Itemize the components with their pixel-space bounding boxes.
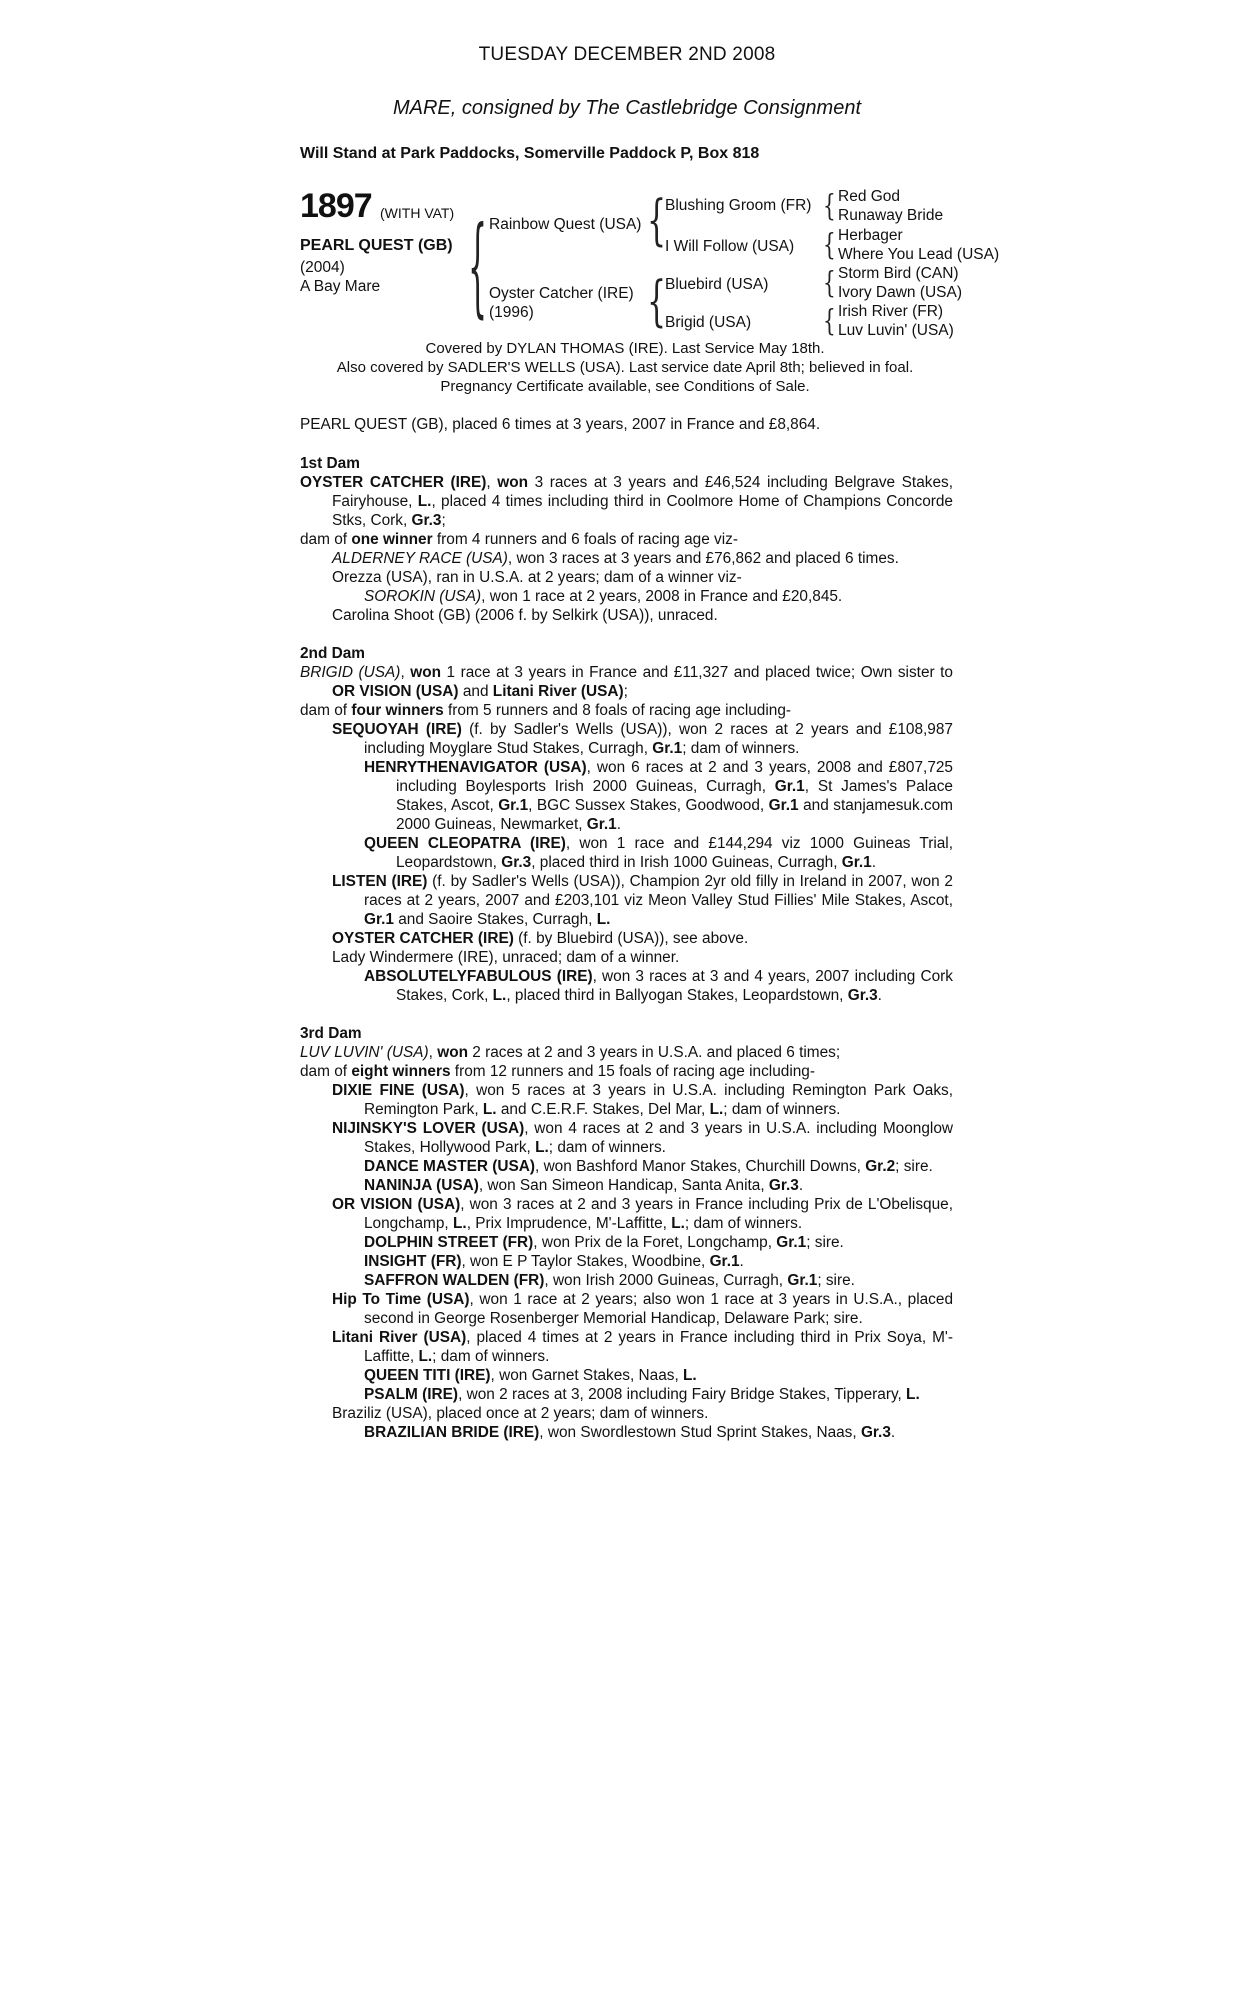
grade-label: Gr.3 bbox=[768, 1177, 799, 1194]
first-dam-produce-summary bbox=[300, 530, 953, 549]
text: . bbox=[616, 816, 622, 833]
pedigree-dam: Oyster Catcher (IRE) bbox=[489, 285, 634, 302]
grade-label: Gr.3 bbox=[411, 512, 442, 529]
text: . bbox=[871, 854, 876, 871]
won-label: won bbox=[437, 1044, 468, 1061]
listed-label: L. bbox=[671, 1215, 685, 1232]
pedigree-dds: Irish River (FR) bbox=[838, 303, 944, 320]
produce-entry bbox=[300, 967, 953, 1005]
listed-label: L. bbox=[453, 1215, 467, 1232]
grade-label: Gr.1 bbox=[768, 797, 799, 814]
first-dam-name: OYSTER CATCHER (IRE) bbox=[300, 474, 487, 491]
text: , won Garnet Stakes, Naas, bbox=[490, 1367, 684, 1384]
text: , St James's Palace Stakes, Ascot, bbox=[396, 778, 953, 814]
pregnancy-certificate-line: Pregnancy Certificate available, see Conditions of Sale. bbox=[440, 378, 810, 395]
text: ; dam of winners. bbox=[682, 740, 800, 757]
listed-label: L. bbox=[492, 987, 507, 1004]
text: dam of bbox=[300, 702, 352, 719]
catalogue-body bbox=[300, 454, 953, 1442]
winners-count: one winner bbox=[351, 531, 433, 548]
horse-name: Litani River (USA) bbox=[332, 1329, 467, 1346]
grade-label: Gr.1 bbox=[364, 911, 394, 928]
text: . bbox=[798, 1177, 804, 1194]
text: and bbox=[458, 683, 493, 700]
text: . bbox=[877, 987, 882, 1004]
produce-entry bbox=[300, 1271, 953, 1290]
second-dam-name: BRIGID (USA) bbox=[300, 664, 401, 681]
grade-label: Gr.1 bbox=[774, 778, 805, 795]
listed-label: L. bbox=[683, 1367, 697, 1384]
brace-sire: { bbox=[647, 190, 667, 253]
covering-line-1: Covered by DYLAN THOMAS (IRE). Last Service May 18th. bbox=[425, 340, 825, 357]
grade-label: Gr.1 bbox=[586, 816, 617, 833]
horse-name: SEQUOYAH (IRE) bbox=[332, 721, 462, 738]
text: , won 6 races at 2 and 3 years, 2008 and £807,725 including Boylesports Irish 2000 Guineas, Curragh, bbox=[396, 759, 953, 795]
grade-label: Gr.3 bbox=[860, 1424, 891, 1441]
produce-entry bbox=[300, 1290, 953, 1328]
horse-year: (2004) bbox=[300, 259, 345, 276]
covering-line-2: Also covered by SADLER'S WELLS (USA). Last service date April 8th; believed in foal. bbox=[336, 359, 914, 376]
text: , Prix Imprudence, M'-Laffitte, bbox=[466, 1215, 672, 1232]
first-dam-heading: 1st Dam bbox=[300, 455, 360, 472]
text: , placed third in Ballyogan Stakes, Leopardstown, bbox=[506, 987, 848, 1004]
produce-entry bbox=[300, 1157, 953, 1176]
text: ; sire. bbox=[817, 1272, 855, 1289]
produce-entry bbox=[300, 872, 953, 929]
text: from 5 runners and 8 foals of racing age including- bbox=[443, 702, 792, 719]
produce-entry bbox=[300, 1176, 953, 1195]
text: 2 races at 2 and 3 years in U.S.A. and placed 6 times; bbox=[468, 1044, 841, 1061]
grade-label: Gr.1 bbox=[498, 797, 529, 814]
text: and stanjamesuk.com 2000 Guineas, Newmarket, bbox=[396, 797, 953, 833]
pedigree-dsd: Ivory Dawn (USA) bbox=[838, 284, 963, 301]
grade-label: Gr.3 bbox=[847, 987, 878, 1004]
horse-name: SOROKIN (USA) bbox=[364, 588, 482, 605]
first-dam-entry bbox=[300, 473, 953, 530]
text: ; dam of winners. bbox=[548, 1139, 666, 1156]
sale-date: TUESDAY DECEMBER 2ND 2008 bbox=[478, 44, 776, 65]
text: dam of bbox=[300, 531, 352, 548]
horse-name: PEARL QUEST (GB) bbox=[300, 237, 453, 254]
text: . bbox=[739, 1253, 744, 1270]
text: ; dam of winners. bbox=[432, 1348, 550, 1365]
text: . bbox=[890, 1424, 896, 1441]
brace-ds: { bbox=[823, 264, 836, 300]
text: , won San Simeon Handicap, Santa Anita, bbox=[478, 1177, 769, 1194]
text: , won 1 race and £144,294 viz 1000 Guineas Trial, Leopardstown, bbox=[396, 835, 953, 871]
horse-name: DANCE MASTER (USA) bbox=[364, 1158, 536, 1175]
text: , BGC Sussex Stakes, Goodwood, bbox=[528, 797, 769, 814]
text: , won Swordlestown Stud Sprint Stakes, Naas, bbox=[539, 1424, 861, 1441]
winners-count: eight winners bbox=[351, 1063, 451, 1080]
pedigree-dam-dam: Brigid (USA) bbox=[665, 314, 752, 331]
third-dam-name: LUV LUVIN' (USA) bbox=[300, 1044, 429, 1061]
lot-number: 1897 bbox=[300, 187, 372, 225]
pedigree-sds: Herbager bbox=[838, 227, 903, 244]
grade-label: Gr.3 bbox=[501, 854, 532, 871]
horse-name: QUEEN TITI (IRE) bbox=[364, 1367, 491, 1384]
second-dam-entry bbox=[300, 663, 953, 701]
text: 3 races at 3 years and £46,524 including Belgrave Stakes, Fairyhouse, bbox=[332, 474, 953, 510]
text: (f. by Sadler's Wells (USA)), won 2 races at 2 years and £108,987 including Moyglare Stud Stakes, Curragh, bbox=[364, 721, 953, 757]
horse-name: NANINJA (USA) bbox=[364, 1177, 479, 1194]
listed-label: L. bbox=[709, 1101, 724, 1118]
produce-entry bbox=[300, 929, 953, 948]
text: 1 race at 3 years in France and £11,327 and placed twice; Own sister to bbox=[441, 664, 953, 681]
grade-label: Gr.1 bbox=[709, 1253, 740, 1270]
text: , won 3 races at 3 years and £76,862 and placed 6 times. bbox=[507, 550, 899, 567]
horse-name: ABSOLUTELYFABULOUS (IRE) bbox=[364, 968, 593, 985]
brace-sd: { bbox=[823, 226, 836, 262]
listed-label: L. bbox=[482, 1101, 497, 1118]
produce-entry bbox=[300, 587, 953, 606]
produce-entry: Lady Windermere (IRE), unraced; dam of a winner. bbox=[332, 949, 680, 966]
produce-entry: Carolina Shoot (GB) (2006 f. by Selkirk (USA)), unraced. bbox=[332, 607, 718, 624]
horse-name: LISTEN (IRE) bbox=[332, 873, 428, 890]
horse-name: OYSTER CATCHER (IRE) bbox=[332, 930, 514, 947]
produce-entry bbox=[300, 1195, 953, 1233]
text: , won Irish 2000 Guineas, Curragh, bbox=[544, 1272, 788, 1289]
listed-label: L. bbox=[535, 1139, 549, 1156]
produce-entry bbox=[300, 834, 953, 872]
listed-label: L. bbox=[906, 1386, 920, 1403]
brace-dam: { bbox=[647, 271, 667, 334]
brace-ss: { bbox=[823, 187, 836, 223]
produce-entry bbox=[300, 1423, 953, 1442]
third-dam-produce-summary bbox=[300, 1062, 953, 1081]
text: , won 1 race at 2 years; also won 1 race at 3 years in U.S.A., placed second in George Rosenberger Memorial Handicap, Delaware Park; sire. bbox=[364, 1291, 954, 1327]
text: , won E P Taylor Stakes, Woodbine, bbox=[461, 1253, 710, 1270]
text: , placed third in Irish 1000 Guineas, Curragh, bbox=[531, 854, 842, 871]
text: , won 3 races at 3 and 4 years, 2007 including Cork Stakes, Cork, bbox=[396, 968, 953, 1004]
text: , bbox=[428, 1044, 438, 1061]
produce-entry bbox=[300, 1233, 953, 1252]
stand-location: Will Stand at Park Paddocks, Somerville Paddock P, Box 818 bbox=[300, 145, 760, 162]
pedigree-sss: Red God bbox=[838, 188, 901, 205]
horse-name: Hip To Time (USA) bbox=[332, 1291, 470, 1308]
pedigree-sire-dam: I Will Follow (USA) bbox=[665, 238, 795, 255]
produce-entry bbox=[300, 1366, 953, 1385]
racing-summary: PEARL QUEST (GB), placed 6 times at 3 years, 2007 in France and £8,864. bbox=[300, 416, 821, 433]
text: , won 1 race at 2 years, 2008 in France and £20,845. bbox=[481, 588, 843, 605]
text: from 4 runners and 6 foals of racing age viz- bbox=[432, 531, 738, 548]
grade-label: Gr.2 bbox=[865, 1158, 896, 1175]
horse-name: INSIGHT (FR) bbox=[364, 1253, 462, 1270]
brace-gen1: { bbox=[468, 206, 488, 332]
text: ; bbox=[623, 683, 628, 700]
winners-count: four winners bbox=[351, 702, 444, 719]
third-dam-entry bbox=[300, 1043, 953, 1062]
produce-entry bbox=[300, 1328, 953, 1366]
produce-entry bbox=[300, 1119, 953, 1157]
consignment-line: MARE, consigned by The Castlebridge Consignment bbox=[392, 97, 862, 119]
text: (f. by Bluebird (USA)), see above. bbox=[513, 930, 749, 947]
pedigree-ssd: Runaway Bride bbox=[838, 207, 944, 224]
pedigree-ddd: Luv Luvin' (USA) bbox=[838, 322, 954, 339]
third-dam-heading: 3rd Dam bbox=[300, 1025, 362, 1042]
second-dam-produce-summary bbox=[300, 701, 953, 720]
won-label: won bbox=[497, 474, 529, 491]
text: ; dam of winners. bbox=[723, 1101, 841, 1118]
text: and Saoire Stakes, Curragh, bbox=[393, 911, 597, 928]
grade-label: Gr.1 bbox=[776, 1234, 807, 1251]
listed-label: L. bbox=[596, 911, 611, 928]
text: ; sire. bbox=[895, 1158, 933, 1175]
grade-label: Gr.1 bbox=[787, 1272, 818, 1289]
text: , bbox=[486, 474, 498, 491]
text: , won Prix de la Foret, Longchamp, bbox=[533, 1234, 777, 1251]
listed-label: L. bbox=[418, 1348, 433, 1365]
horse-name: Litani River (USA) bbox=[492, 683, 624, 700]
produce-entry bbox=[300, 1385, 953, 1404]
text: , won Bashford Manor Stakes, Churchill Downs, bbox=[535, 1158, 866, 1175]
horse-name: OR VISION (USA) bbox=[332, 683, 459, 700]
brace-dd: { bbox=[823, 302, 836, 338]
horse-name: BRAZILIAN BRIDE (IRE) bbox=[364, 1424, 540, 1441]
horse-description: A Bay Mare bbox=[300, 278, 381, 295]
pedigree-dam-year: (1996) bbox=[489, 304, 534, 321]
grade-label: Gr.1 bbox=[652, 740, 683, 757]
produce-entry bbox=[300, 549, 953, 568]
text: , placed 4 times including third in Coolmore Home of Champions Concorde Stks, Cork, bbox=[332, 493, 953, 529]
produce-entry bbox=[300, 1081, 953, 1119]
horse-name: DOLPHIN STREET (FR) bbox=[364, 1234, 534, 1251]
text: , won 4 races at 2 and 3 years in U.S.A. including Moonglow Stakes, Hollywood Park, bbox=[364, 1120, 953, 1156]
horse-name: PSALM (IRE) bbox=[364, 1386, 459, 1403]
vat-note: (WITH VAT) bbox=[380, 205, 455, 221]
text: , won 2 races at 3, 2008 including Fairy Bridge Stakes, Tipperary, bbox=[458, 1386, 907, 1403]
text: ; bbox=[441, 512, 446, 529]
text: from 12 runners and 15 foals of racing age including- bbox=[450, 1063, 815, 1080]
horse-name: SAFFRON WALDEN (FR) bbox=[364, 1272, 545, 1289]
text: , placed 4 times at 2 years in France including third in Prix Soya, M'-Laffitte, bbox=[364, 1329, 953, 1365]
text: dam of bbox=[300, 1063, 352, 1080]
won-label: won bbox=[410, 664, 442, 681]
pedigree-sire-sire: Blushing Groom (FR) bbox=[665, 197, 812, 214]
horse-name: OR VISION (USA) bbox=[332, 1196, 461, 1213]
grade-label: Gr.1 bbox=[841, 854, 872, 871]
text: and C.E.R.F. Stakes, Del Mar, bbox=[496, 1101, 710, 1118]
listed-label: L. bbox=[417, 493, 432, 510]
text: ; sire. bbox=[806, 1234, 844, 1251]
produce-entry bbox=[300, 720, 953, 758]
text: , won 5 races at 3 years in U.S.A. including Remington Park Oaks, Remington Park, bbox=[364, 1082, 953, 1118]
produce-entry bbox=[300, 758, 953, 834]
pedigree-sire: Rainbow Quest (USA) bbox=[489, 216, 642, 233]
pedigree-dam-sire: Bluebird (USA) bbox=[665, 276, 769, 293]
horse-name: ALDERNEY RACE (USA) bbox=[332, 550, 508, 567]
horse-name: NIJINSKY'S LOVER (USA) bbox=[332, 1120, 525, 1137]
second-dam-heading: 2nd Dam bbox=[300, 645, 365, 662]
text: , won 3 races at 2 and 3 years in France including Prix de L'Obelisque, Longchamp, bbox=[364, 1196, 953, 1232]
horse-name: HENRYTHENAVIGATOR (USA) bbox=[364, 759, 587, 776]
produce-entry bbox=[300, 1252, 953, 1271]
produce-entry: Orezza (USA), ran in U.S.A. at 2 years; dam of a winner viz- bbox=[332, 569, 742, 586]
text: (f. by Sadler's Wells (USA)), Champion 2yr old filly in Ireland in 2007, won 2 races at 2 years, 2007 and £203,101 viz Meon Valley Stud Fillies' Mile Stakes, Ascot, bbox=[364, 873, 953, 909]
pedigree-sdd: Where You Lead (USA) bbox=[838, 246, 1000, 263]
produce-entry: Braziliz (USA), placed once at 2 years; dam of winners. bbox=[332, 1405, 709, 1422]
horse-name: DIXIE FINE (USA) bbox=[332, 1082, 465, 1099]
pedigree-dss: Storm Bird (CAN) bbox=[838, 265, 959, 282]
horse-name: QUEEN CLEOPATRA (IRE) bbox=[364, 835, 566, 852]
text: , bbox=[400, 664, 411, 681]
text: ; dam of winners. bbox=[684, 1215, 803, 1232]
